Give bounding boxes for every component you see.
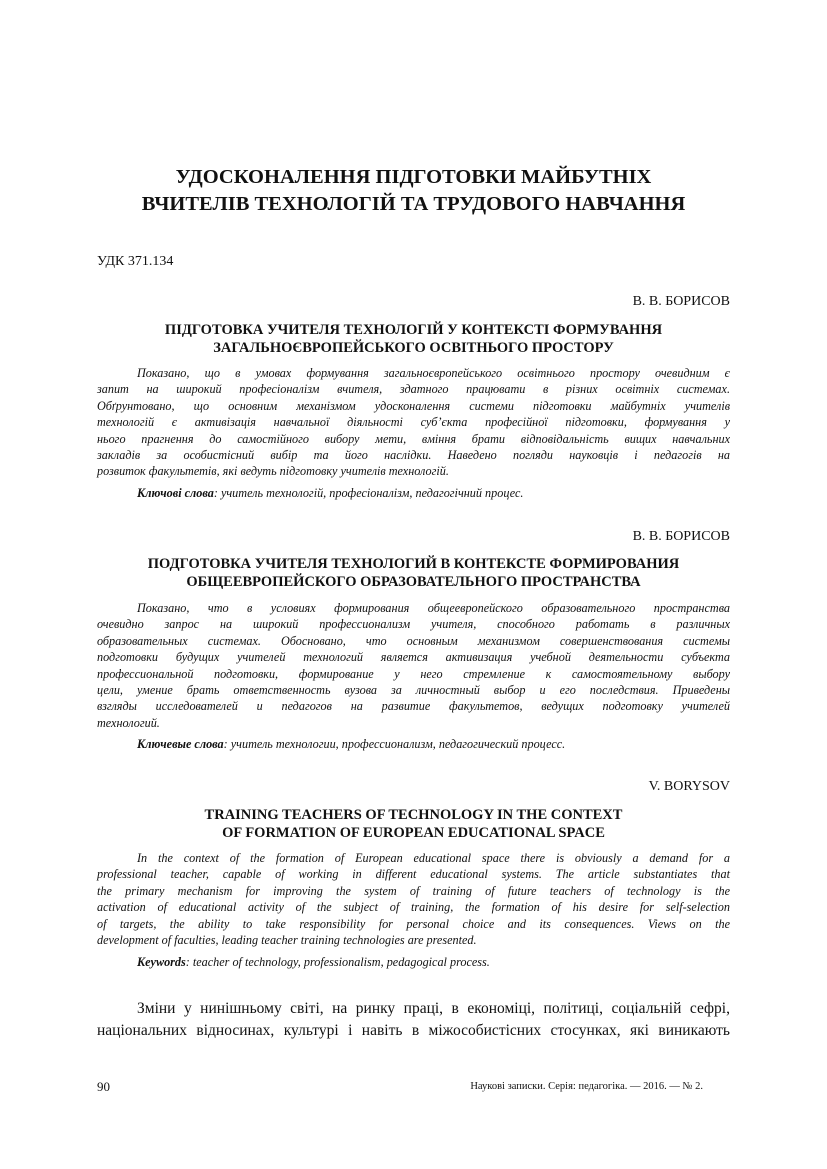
section-title-line: УДОСКОНАЛЕННЯ ПІДГОТОВКИ МАЙБУТНІХ — [175, 166, 652, 188]
abstract-line: Показано, що в умовах формування загальноєвропейського освітнього простору очевидним є — [137, 366, 730, 380]
article-author: В. В. БОРИСОВ — [632, 294, 730, 309]
article-abstract — [97, 600, 730, 731]
abstract-line: технологій є активізація навчальної діяльності суб’єкта професійної підготовки, формування у — [97, 415, 730, 430]
abstract-line: цели, умение брать ответственность вузова за личностный выбор и его последствия. Приведены — [97, 683, 730, 698]
article-author: В. В. БОРИСОВ — [632, 529, 730, 544]
abstract-line: professional teacher, capable of working in different educational systems. The article substantiates that — [97, 867, 730, 882]
abstract-line: подготовки будущих учителей технологий является активизация учебной деятельности субъекта — [97, 650, 730, 665]
section-title-line: ВЧИТЕЛІВ ТЕХНОЛОГІЙ ТА ТРУДОВОГО НАВЧАННЯ — [141, 193, 686, 215]
article-keywords — [137, 486, 523, 501]
abstract-line: of targets, the ability to take responsibility for personal choice and its consequences. Views on the — [97, 916, 730, 931]
keywords-text: : teacher of technology, professionalism, pedagogical process. — [185, 955, 490, 969]
section-title — [60, 164, 767, 218]
abstract-line: розвиток факультетів, які ведуть підготовку учителів технологій. — [97, 464, 449, 479]
abstract-line: Показано, что в условиях формирования общеевропейского образовательного пространства — [137, 601, 730, 615]
body-line: Зміни у нинішньому світі, на ринку праці, в економіці, політиці, соціальній сефрі, — [137, 1000, 730, 1017]
udk-code: УДК 371.134 — [97, 254, 174, 269]
abstract-line: activation of educational activity of the subject of training, the formation of his desire for self-selection — [97, 900, 730, 915]
abstract-line: технологий. — [97, 715, 160, 730]
keywords-label: Ключові слова — [137, 486, 214, 500]
abstract-line: профессиональной подготовки, формирование у него стремление к самостоятельному выбору — [97, 666, 730, 681]
article-title-line: OF FORMATION OF EUROPEAN EDUCATIONAL SPACE — [222, 825, 605, 841]
article-title-line: ЗАГАЛЬНОЄВРОПЕЙСЬКОГО ОСВІТНЬОГО ПРОСТОРУ — [213, 340, 614, 356]
article-title — [90, 806, 737, 842]
abstract-line: запит на широкий професіоналізм вчителя, здатного працювати в різних освітніх системах. — [97, 382, 730, 397]
article-title-line: ОБЩЕЕВРОПЕЙСКОГО ОБРАЗОВАТЕЛЬНОГО ПРОСТРАНСТВА — [186, 574, 641, 590]
article-abstract — [97, 850, 730, 948]
abstract-line: development of faculties, leading teacher training technologies are presented. — [97, 933, 477, 948]
article-title — [90, 555, 737, 591]
article-title-line: ПІДГОТОВКА УЧИТЕЛЯ ТЕХНОЛОГІЙ У КОНТЕКСТІ ФОРМУВАННЯ — [164, 322, 663, 338]
article-title-line: ПОДГОТОВКА УЧИТЕЛЯ ТЕХНОЛОГИЙ В КОНТЕКСТЕ ФОРМИРОВАНИЯ — [147, 556, 680, 572]
keywords-label: Ключевые слова — [137, 737, 224, 751]
keywords-text: : учитель технологии, профессионализм, педагогический процесс. — [223, 737, 566, 751]
article-title — [90, 321, 737, 357]
abstract-line: очевидно запрос на широкий профессионализм учителя, способного работать в различных — [97, 617, 730, 632]
keywords-text: : учитель технологій, професіоналізм, педагогічний процес. — [213, 486, 524, 500]
body-paragraph — [97, 998, 730, 1042]
abstract-line: Обґрунтовано, що основним механізмом удосконалення системи підготовки майбутніх учителів — [97, 398, 730, 413]
article-keywords — [137, 955, 490, 970]
body-line: національних відносинах, культурі і навіть в міжособистісних стосунках, які виникають — [97, 1022, 730, 1039]
keywords-label: Keywords — [137, 955, 186, 969]
abstract-line: образовательных системах. Обосновано, что основным механизмом совершенствования системы — [97, 633, 730, 648]
abstract-line: закладів за особистісний вибір та його наслідки. Наведено погляди науковців і педагогів на — [97, 448, 730, 463]
article-title-line: TRAINING TEACHERS OF TECHNOLOGY IN THE CONTEXT — [204, 807, 623, 823]
article-author: V. BORYSOV — [648, 779, 730, 794]
abstract-line: In the context of the formation of European educational space there is obviously a demand for a — [137, 851, 730, 865]
article-abstract — [97, 365, 730, 480]
abstract-line: нього прагнення до самостійного вибору мети, вміння брати відповідальність вищих навчальних — [97, 431, 730, 446]
abstract-line: the primary mechanism for improving the system of training of future teachers of technology is the — [97, 883, 730, 898]
abstract-line: взгляды исследователей и педагогов на развитие факультетов, ведущих подготовку учителей — [97, 699, 730, 714]
page-number: 90 — [97, 1079, 110, 1094]
article-keywords — [137, 737, 565, 752]
journal-footer: Наукові записки. Серія: педагогіка. — 2016. — № 2. — [470, 1081, 703, 1092]
